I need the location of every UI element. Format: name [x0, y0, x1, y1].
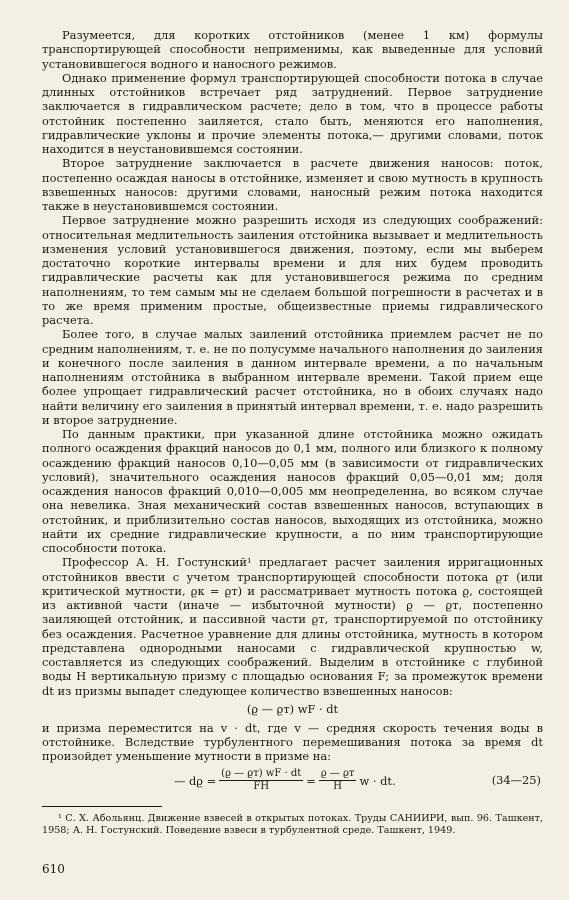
- paragraph-4: Первое затруднение можно разрешить исходя из следующих соображений: относительная медлительность заиления отстойника вызывает и медлительность изменения условий установившегося движения, поэтому, если мы выберем достаточно короткие интервалы времени и для них будем проводить гидравлические расчеты как для установившегося режима по средним наполнениям, то тем самым мы не сделаем большой погрешности в расчетах и в то же время применим простые, общеизвестные приемы гидравлического расчета.: [42, 213, 543, 327]
- formula-equals: =: [306, 773, 316, 788]
- fraction-1-denominator: FH: [253, 781, 270, 792]
- footnote: ¹ С. Х. Абольянц. Движение взвесей в открытых потоках. Труды САНИИРИ, вып. 96. Ташкент, 1958; А. Н. Гостунский. Поведение взвеси в турбулентной среде. Ташкент, 1949.: [42, 812, 543, 836]
- paragraph-7: Профессор А. Н. Гостунский¹ предлагает расчет заиления ирригационных отстойников ввести с учетом транспортирующей способности потока ϱт (или критической мутности, ϱк = ϱт) и рассматривает мутность потока ϱ, состоящей из активной части (иначе — избыточной мутности) ϱ — ϱт, постепенно заиляющей отстойник, и пассивной части ϱт, транспортируемой по отстойнику без осаждения. Расчетное уравнение для длины отстойника, мутность в котором представлена однородными наносами с гидравлической крупностью w, составляется из следующих соображений. Выделим в отстойнике с глубиной воды H вертикальную призму с площадью основания F; за промежуток времени dt из призмы выпадет следующее количество взвешенных наносов:: [42, 555, 543, 698]
- formula-turbidity-change: [42, 766, 543, 796]
- fraction-2-denominator: H: [333, 781, 342, 792]
- formula-rhs: w · dt.: [359, 773, 396, 788]
- fraction-2: [319, 768, 357, 793]
- paragraph-6: По данным практики, при указанной длине отстойника можно ожидать полного осаждения фракций наносов до 0,1 мм, полного или близкого к полному осаждению фракций наносов 0,10—0,05 мм (в зависимости от гидравлических условий), значительного осаждения наносов фракций 0,05—0,01 мм; доля осаждения наносов фракций 0,010—0,005 мм неопределенна, во всяком случае она невелика. Зная механический состав взвешенных наносов, вступающих в отстойник, и приблизительно состав наносов, выходящих из отстойника, можно найти их средние гидравлические крупности, а по ним транспортирующие способности потока.: [42, 427, 543, 555]
- footnote-divider: [42, 806, 162, 807]
- fraction-1: [219, 768, 303, 793]
- fraction-1-numerator: (ϱ — ϱт) wF · dt: [221, 768, 302, 779]
- fraction-2-numerator: ϱ — ϱт: [320, 768, 355, 779]
- page-number: 610: [42, 862, 65, 876]
- paragraph-8: и призма переместится на v · dt, где v — средняя скорость течения воды в отстойнике. Вследствие турбулентного перемешивания потока за время dt произойдет уменьшение мутности в призме на:: [42, 720, 543, 764]
- formula-lhs: — dϱ =: [174, 773, 217, 788]
- formula-sediment-amount: (ϱ — ϱт) wF · dt: [246, 701, 339, 716]
- paragraph-1: Разумеется, для коротких отстойников (менее 1 км) формулы транспортирующей способности неприменимы, как выведенные для условий установившегося водного и наносного режимов.: [42, 28, 543, 71]
- paragraph-3: Второе затруднение заключается в расчете движения наносов: поток, постепенно осаждая наносы в отстойнике, изменяет и свою мутность в крупность взвешенных наносов: другими словами, наносный режим потока находится также в неустановившемся состоянии.: [42, 156, 543, 213]
- paragraph-2: Однако применение формул транспортирующей способности потока в случае длинных отстойников встречает ряд затруднений. Первое затруднение заключается в гидравлическом расчете; дело в том, что в процессе работы отстойник постепенно заиляется, стало быть, меняются его наполнения, гидравлические уклоны и прочие элементы потока,— другими словами, поток находится в неустановившемся состоянии.: [42, 70, 543, 156]
- equation-number: (34—25): [491, 772, 541, 787]
- paragraph-5: Более того, в случае малых заилений отстойника приемлем расчет не по средним наполнениям, т. е. не по полусумме начального наполнения до заиления и конечного после заиления в данном интервале времени, а по начальным наполнениям отстойника в выбранном интервале времени. Такой прием еще более упрощает гидравлический расчет отстойника, но в обоих случаях надо найти величину его заиления в принятый интервал времени, т. е. надо разрешить и второе затруднение.: [42, 327, 543, 427]
